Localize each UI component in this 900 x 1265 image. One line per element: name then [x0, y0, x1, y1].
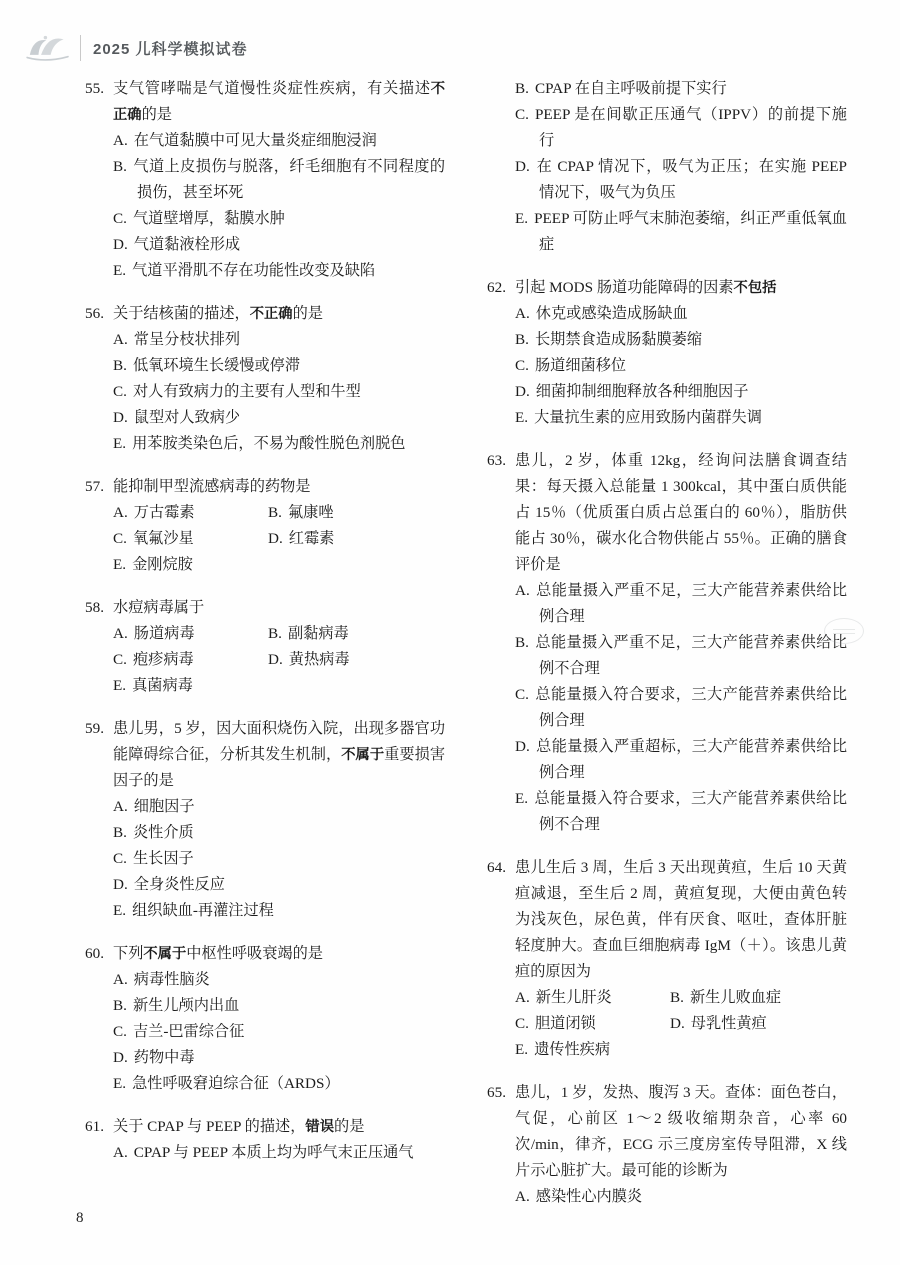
- option-label: C.: [515, 1015, 529, 1032]
- option-label: D.: [113, 1049, 128, 1066]
- question-option: [268, 621, 445, 647]
- option-text: 大量抗生素的应用致肠内菌群失调: [534, 409, 762, 426]
- question-option: [515, 1037, 670, 1063]
- option-text: 肠道病毒: [133, 625, 195, 642]
- question-content: [85, 76, 848, 1227]
- question-option: [670, 1011, 847, 1037]
- question: [85, 595, 445, 699]
- option-label: A.: [113, 504, 128, 521]
- question-option: [515, 102, 847, 154]
- option-text: 红霉素: [288, 530, 335, 547]
- question-number: 58.: [85, 599, 104, 616]
- question-options: [113, 794, 445, 924]
- question-stem: [515, 452, 847, 573]
- question-option: [113, 405, 445, 431]
- question: [487, 855, 847, 1063]
- option-label: A.: [113, 798, 128, 815]
- question-option: [113, 353, 445, 379]
- option-text: 药物中毒: [133, 1049, 195, 1066]
- question-option: [113, 647, 268, 673]
- question-option: [515, 578, 847, 630]
- emphasis-text: 不正确: [113, 81, 445, 123]
- option-text: PEEP 可防止呼气末肺泡萎缩，纠正严重低氧血症: [534, 210, 847, 253]
- option-text: 长期禁食造成肠黏膜萎缩: [534, 331, 702, 348]
- option-label: A.: [113, 331, 128, 348]
- option-text: 总能量摄入严重不足，三大产能营养素供给比例不合理: [534, 634, 847, 677]
- option-text: CPAP 在自主呼吸前提下实行: [534, 80, 727, 97]
- option-label: B.: [113, 158, 127, 175]
- option-label: D.: [515, 158, 530, 175]
- option-text: 全身炎性反应: [133, 876, 225, 893]
- option-text: 新生儿颅内出血: [132, 997, 240, 1014]
- option-text: 低氧环境生长缓慢或停滞: [132, 357, 300, 374]
- option-text: 病毒性脑炎: [133, 971, 210, 988]
- question-options: [515, 578, 847, 838]
- question: [85, 941, 445, 1097]
- option-label: E.: [113, 1075, 127, 1092]
- option-label: C.: [113, 651, 127, 668]
- question-options: [515, 76, 847, 258]
- question-head: [487, 1080, 847, 1184]
- question-option: [515, 682, 847, 734]
- stem-text: 关于结核菌的描述，: [113, 305, 250, 322]
- option-text: 生长因子: [132, 850, 194, 867]
- stem-text: 的是: [334, 1118, 365, 1135]
- stem-text: 患儿，1 岁，发热、腹泻 3 天。查体：面色苍白，气促，心前区 1～2 级收缩期杂音，心率 60 次/min，律齐，ECG 示三度房室传导阻滞，X 线片示心脏扩大。最可能的诊断为: [515, 1084, 847, 1179]
- option-text: 总能量摄入符合要求，三大产能营养素供给比例不合理: [534, 790, 847, 833]
- emphasis-text: 不属于: [143, 946, 187, 962]
- question: [85, 1114, 445, 1166]
- emphasis-text: 不正确: [249, 306, 293, 322]
- question-option: [268, 500, 445, 526]
- option-text: 休克或感染造成肠缺血: [535, 305, 688, 322]
- question-head: [85, 595, 445, 621]
- option-label: B.: [113, 357, 127, 374]
- option-label: C.: [113, 1023, 127, 1040]
- option-text: 黄热病毒: [288, 651, 350, 668]
- option-text: 新生儿败血症: [689, 989, 782, 1006]
- stem-text: 引起 MODS 肠道功能障碍的因素: [515, 279, 734, 296]
- stem-text: 中枢性呼吸衰竭的是: [186, 945, 323, 962]
- option-label: B.: [670, 989, 684, 1006]
- question-option: [113, 898, 445, 924]
- question-option: [515, 206, 847, 258]
- question-option: [113, 993, 445, 1019]
- question-options: [515, 985, 847, 1063]
- option-label: A.: [113, 971, 128, 988]
- question-options: [113, 128, 445, 284]
- option-text: 真菌病毒: [132, 677, 193, 694]
- option-label: E.: [515, 790, 529, 807]
- question: [85, 716, 445, 924]
- question-option: [515, 353, 847, 379]
- option-label: E.: [113, 556, 127, 573]
- stem-text: 患儿，2 岁，体重 12kg，经询问法膳食调查结果：每天摄入总能量 1 300kcal，其中蛋白质供能占 15％（优质蛋白质占总蛋白的 60％），脂肪供能占 30％，碳水化合物供能占 55％。正确的膳食评价是: [515, 452, 847, 573]
- question: [487, 448, 847, 838]
- option-text: 总能量摄入严重不足，三大产能营养素供给比例合理: [535, 582, 847, 625]
- question-option: [113, 327, 445, 353]
- question-stem: [113, 945, 323, 962]
- question-number: 56.: [85, 305, 104, 322]
- question-option: [113, 967, 445, 993]
- question-option: [113, 794, 445, 820]
- question-stem: [113, 1118, 364, 1135]
- option-label: A.: [113, 132, 128, 149]
- question-stem: [515, 859, 847, 980]
- question-continuation: [487, 76, 847, 258]
- question-number: 60.: [85, 945, 104, 962]
- option-label: C.: [113, 850, 127, 867]
- option-label: C.: [515, 357, 529, 374]
- question-stem: [113, 305, 323, 322]
- question-option: [670, 985, 847, 1011]
- option-label: B.: [113, 997, 127, 1014]
- question-option: [113, 232, 445, 258]
- option-text: 对人有致病力的主要有人型和牛型: [132, 383, 361, 400]
- option-text: 胆道闭锁: [534, 1015, 596, 1032]
- question-head: [85, 941, 445, 967]
- question-option: [113, 379, 445, 405]
- stem-text: 重要损害因子的是: [113, 746, 446, 789]
- option-text: 金刚烷胺: [132, 556, 193, 573]
- option-text: 急性呼吸窘迫综合征（ARDS）: [132, 1075, 340, 1092]
- paper-title: 2025 儿科学模拟试卷: [93, 40, 248, 58]
- stem-text: 支气管哮喘是气道慢性炎症性疾病，有关描述: [113, 80, 431, 97]
- question-stem: [113, 720, 445, 789]
- option-label: C.: [113, 530, 127, 547]
- option-text: 肠道细菌移位: [534, 357, 627, 374]
- option-label: B.: [268, 625, 282, 642]
- question-head: [85, 76, 445, 128]
- option-label: A.: [113, 625, 128, 642]
- option-label: C.: [515, 686, 529, 703]
- question-options: [113, 967, 445, 1097]
- question-option: [113, 154, 445, 206]
- stem-text: 的是: [292, 305, 323, 322]
- right-column: [487, 76, 847, 1227]
- question-number: 55.: [85, 80, 104, 97]
- option-text: CPAP 与 PEEP 本质上均为呼气末正压通气: [133, 1144, 414, 1161]
- option-text: 气道壁增厚，黏膜水肿: [132, 210, 285, 227]
- question-option: [268, 526, 445, 552]
- question-head: [487, 448, 847, 578]
- question-options: [515, 301, 847, 431]
- question-number: 65.: [487, 1084, 506, 1101]
- stem-text: 能抑制甲型流感病毒的药物是: [113, 478, 311, 495]
- question-option: [113, 431, 445, 457]
- question-option: [113, 206, 445, 232]
- emphasis-text: 不包括: [733, 280, 777, 296]
- question-option: [515, 405, 847, 431]
- question-head: [487, 275, 847, 301]
- question-number: 63.: [487, 452, 506, 469]
- question-option: [515, 786, 847, 838]
- question-option: [268, 647, 445, 673]
- option-label: B.: [515, 634, 529, 651]
- option-text: 感染性心内膜炎: [535, 1188, 643, 1205]
- option-text: 炎性介质: [132, 824, 194, 841]
- question-option: [113, 846, 445, 872]
- option-text: 疱疹病毒: [132, 651, 194, 668]
- question-option: [515, 734, 847, 786]
- question-option: [113, 1140, 445, 1166]
- option-label: E.: [515, 210, 529, 227]
- question-options: [113, 1140, 445, 1166]
- stem-text: 的是: [141, 106, 172, 123]
- question-option: [113, 500, 268, 526]
- option-label: B.: [515, 331, 529, 348]
- option-label: E.: [113, 262, 127, 279]
- question: [85, 301, 445, 457]
- option-text: 气道平滑肌不存在功能性改变及缺陷: [132, 262, 376, 279]
- header-divider: [80, 35, 81, 61]
- stem-text: 下列: [113, 945, 144, 962]
- question-options: [113, 500, 445, 578]
- option-text: 副黏病毒: [287, 625, 349, 642]
- question-head: [85, 474, 445, 500]
- option-text: 鼠型对人致病少: [133, 409, 241, 426]
- option-label: D.: [113, 409, 128, 426]
- option-text: 用苯胺类染色后，不易为酸性脱色剂脱色: [132, 435, 406, 452]
- question-option: [113, 258, 445, 284]
- question-option: [515, 630, 847, 682]
- question-option: [113, 1019, 445, 1045]
- question-option: [515, 76, 847, 102]
- option-label: D.: [515, 383, 530, 400]
- option-label: E.: [515, 1041, 529, 1058]
- option-label: D.: [113, 236, 128, 253]
- option-text: 常呈分枝状排列: [133, 331, 241, 348]
- question-stem: [515, 1084, 847, 1179]
- option-text: 总能量摄入严重超标，三大产能营养素供给比例合理: [535, 738, 847, 781]
- option-label: C.: [113, 210, 127, 227]
- question-option: [515, 379, 847, 405]
- option-label: E.: [113, 677, 127, 694]
- question-head: [85, 716, 446, 794]
- option-text: 气道上皮损伤与脱落，纤毛细胞有不同程度的损伤，甚至坏死: [132, 158, 445, 201]
- emphasis-text: 不属于: [341, 747, 385, 763]
- option-text: 新生儿肝炎: [535, 989, 612, 1006]
- question: [85, 76, 445, 284]
- stem-text: 患儿生后 3 周，生后 3 天出现黄疸，生后 10 天黄疸减退，至生后 2 周，黄疸复现，大便由黄色转为浅灰色，尿色黄，伴有厌食、呕吐，查体肝脏轻度肿大。查血巨细胞病毒 IgM（＋）。该患儿黄疸的原因为: [515, 859, 847, 980]
- option-text: 氟康唑: [287, 504, 334, 521]
- option-text: 气道黏液栓形成: [133, 236, 241, 253]
- question-option: [113, 621, 268, 647]
- option-label: A.: [515, 1188, 530, 1205]
- question-number: 57.: [85, 478, 104, 495]
- option-text: 细胞因子: [133, 798, 195, 815]
- option-text: PEEP 是在间歇正压通气（IPPV）的前提下施行: [534, 106, 847, 149]
- question-options: [515, 1184, 847, 1210]
- option-text: 在气道黏膜中可见大量炎症细胞浸润: [133, 132, 377, 149]
- option-label: B.: [515, 80, 529, 97]
- question-number: 59.: [85, 720, 104, 737]
- option-text: 在 CPAP 情况下，吸气为正压；在实施 PEEP 情况下，吸气为负压: [535, 158, 847, 201]
- question-stem: [113, 599, 204, 616]
- question-option: [515, 327, 847, 353]
- option-label: D.: [515, 738, 530, 755]
- option-text: 总能量摄入符合要求，三大产能营养素供给比例合理: [534, 686, 847, 729]
- option-text: 细菌抑制细胞释放各种细胞因子: [535, 383, 749, 400]
- stem-text: 关于 CPAP 与 PEEP 的描述，: [113, 1118, 306, 1135]
- question-option: [515, 154, 847, 206]
- page-header: [22, 28, 248, 68]
- stem-text: 水痘病毒属于: [113, 599, 205, 616]
- option-text: 吉兰-巴雷综合征: [132, 1023, 245, 1040]
- option-label: D.: [268, 530, 283, 547]
- stem-text: 患儿男，5 岁，因大面积烧伤入院，出现多器官功能障碍综合征，分析其发生机制，: [113, 720, 445, 763]
- option-label: A.: [515, 582, 530, 599]
- question-option: [515, 301, 847, 327]
- question-option: [515, 985, 670, 1011]
- emphasis-text: 错误: [305, 1119, 335, 1135]
- option-text: 母乳性黄疸: [690, 1015, 767, 1032]
- question-head: [487, 855, 847, 985]
- question-option: [113, 128, 445, 154]
- question-head: [85, 301, 445, 327]
- option-label: D.: [670, 1015, 685, 1032]
- option-text: 组织缺血-再灌注过程: [132, 902, 274, 919]
- question-option: [515, 1184, 847, 1210]
- question-option: [113, 872, 445, 898]
- option-label: D.: [268, 651, 283, 668]
- option-label: B.: [113, 824, 127, 841]
- question: [487, 275, 847, 431]
- question-option: [113, 820, 445, 846]
- question-option: [113, 673, 268, 699]
- question-option: [113, 552, 268, 578]
- left-column: [85, 76, 445, 1227]
- option-label: A.: [515, 305, 530, 322]
- question-options: [113, 621, 445, 699]
- option-label: E.: [515, 409, 529, 426]
- option-label: C.: [113, 383, 127, 400]
- watermark-stamp: [824, 618, 864, 644]
- brand-logo-icon: [22, 31, 74, 65]
- question-option: [113, 526, 268, 552]
- question-number: 61.: [85, 1118, 104, 1135]
- question-stem: [113, 80, 445, 123]
- question-option: [113, 1071, 445, 1097]
- option-label: A.: [113, 1144, 128, 1161]
- option-text: 万古霉素: [133, 504, 195, 521]
- question-head: [85, 1114, 445, 1140]
- option-text: 氧氟沙星: [132, 530, 194, 547]
- option-label: E.: [113, 435, 127, 452]
- option-label: D.: [113, 876, 128, 893]
- page-number: 8: [76, 1210, 84, 1226]
- question-stem: [515, 279, 776, 296]
- question-options: [113, 327, 445, 457]
- option-label: A.: [515, 989, 530, 1006]
- option-label: B.: [268, 504, 282, 521]
- question: [85, 474, 445, 578]
- option-label: C.: [515, 106, 529, 123]
- question-option: [515, 1011, 670, 1037]
- question-stem: [113, 478, 310, 495]
- question: [487, 1080, 847, 1210]
- question-number: 64.: [487, 859, 506, 876]
- option-label: E.: [113, 902, 127, 919]
- question-number: 62.: [487, 279, 506, 296]
- option-text: 遗传性疾病: [534, 1041, 611, 1058]
- question-option: [113, 1045, 445, 1071]
